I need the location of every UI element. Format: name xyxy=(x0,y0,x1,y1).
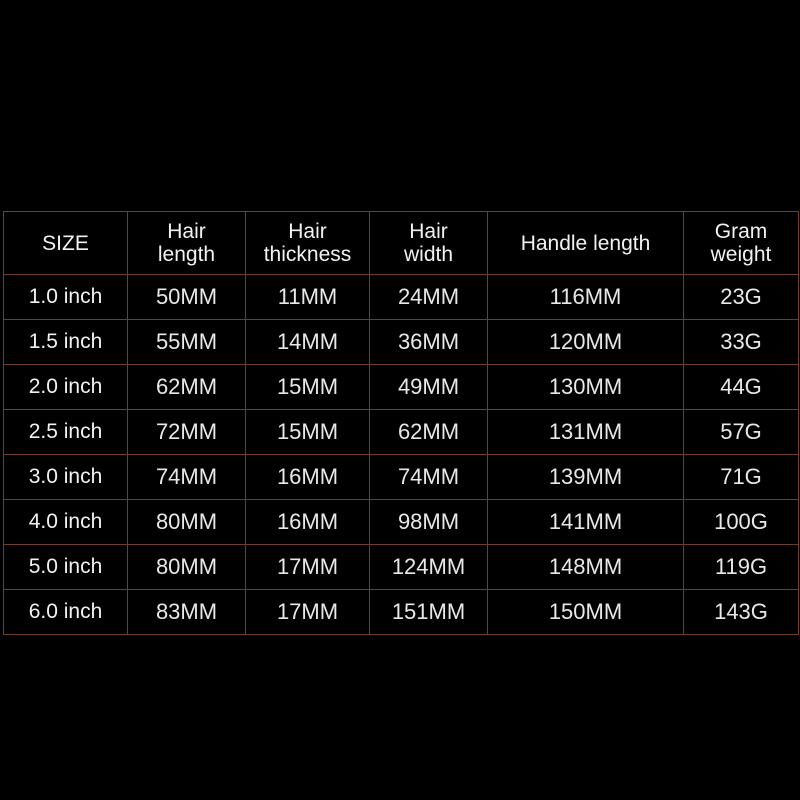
gram-weight-cell: 100G xyxy=(684,500,799,545)
header-handle-length: Handle length xyxy=(488,212,684,275)
handle-length-cell: 139MM xyxy=(488,455,684,500)
hair-length-cell: 62MM xyxy=(128,365,246,410)
table-row xyxy=(4,590,799,635)
size-chart-table xyxy=(3,211,799,635)
handle-length-cell: 150MM xyxy=(488,590,684,635)
header-hair-width: Hair width xyxy=(370,212,488,275)
hair-thickness-cell: 15MM xyxy=(246,410,370,455)
handle-length-cell: 141MM xyxy=(488,500,684,545)
gram-weight-cell: 57G xyxy=(684,410,799,455)
hair-width-cell: 74MM xyxy=(370,455,488,500)
hair-thickness-cell: 14MM xyxy=(246,320,370,365)
size-cell: 2.5 inch xyxy=(4,410,128,455)
header-size: SIZE xyxy=(4,212,128,275)
hair-length-cell: 83MM xyxy=(128,590,246,635)
table-row xyxy=(4,500,799,545)
hair-width-cell: 49MM xyxy=(370,365,488,410)
hair-length-cell: 80MM xyxy=(128,500,246,545)
size-cell: 3.0 inch xyxy=(4,455,128,500)
gram-weight-cell: 71G xyxy=(684,455,799,500)
hair-thickness-cell: 16MM xyxy=(246,500,370,545)
header-row xyxy=(4,212,799,275)
handle-length-cell: 148MM xyxy=(488,545,684,590)
table-row xyxy=(4,545,799,590)
hair-length-cell: 72MM xyxy=(128,410,246,455)
hair-width-cell: 24MM xyxy=(370,275,488,320)
size-cell: 5.0 inch xyxy=(4,545,128,590)
gram-weight-cell: 23G xyxy=(684,275,799,320)
hair-thickness-cell: 17MM xyxy=(246,590,370,635)
size-cell: 4.0 inch xyxy=(4,500,128,545)
table-row xyxy=(4,410,799,455)
hair-width-cell: 36MM xyxy=(370,320,488,365)
handle-length-cell: 116MM xyxy=(488,275,684,320)
header-gram-weight: Gram weight xyxy=(684,212,799,275)
hair-thickness-cell: 11MM xyxy=(246,275,370,320)
header-hair-length: Hair length xyxy=(128,212,246,275)
hair-thickness-cell: 15MM xyxy=(246,365,370,410)
size-cell: 1.0 inch xyxy=(4,275,128,320)
size-cell: 1.5 inch xyxy=(4,320,128,365)
hair-thickness-cell: 16MM xyxy=(246,455,370,500)
hair-thickness-cell: 17MM xyxy=(246,545,370,590)
table-row xyxy=(4,275,799,320)
hair-width-cell: 151MM xyxy=(370,590,488,635)
size-cell: 6.0 inch xyxy=(4,590,128,635)
hair-width-cell: 98MM xyxy=(370,500,488,545)
gram-weight-cell: 44G xyxy=(684,365,799,410)
hair-length-cell: 74MM xyxy=(128,455,246,500)
table-row xyxy=(4,455,799,500)
size-cell: 2.0 inch xyxy=(4,365,128,410)
hair-length-cell: 55MM xyxy=(128,320,246,365)
gram-weight-cell: 143G xyxy=(684,590,799,635)
hair-length-cell: 50MM xyxy=(128,275,246,320)
hair-width-cell: 124MM xyxy=(370,545,488,590)
handle-length-cell: 130MM xyxy=(488,365,684,410)
header-hair-thickness: Hair thickness xyxy=(246,212,370,275)
table-row xyxy=(4,365,799,410)
gram-weight-cell: 33G xyxy=(684,320,799,365)
table-row xyxy=(4,320,799,365)
hair-width-cell: 62MM xyxy=(370,410,488,455)
handle-length-cell: 131MM xyxy=(488,410,684,455)
handle-length-cell: 120MM xyxy=(488,320,684,365)
gram-weight-cell: 119G xyxy=(684,545,799,590)
hair-length-cell: 80MM xyxy=(128,545,246,590)
